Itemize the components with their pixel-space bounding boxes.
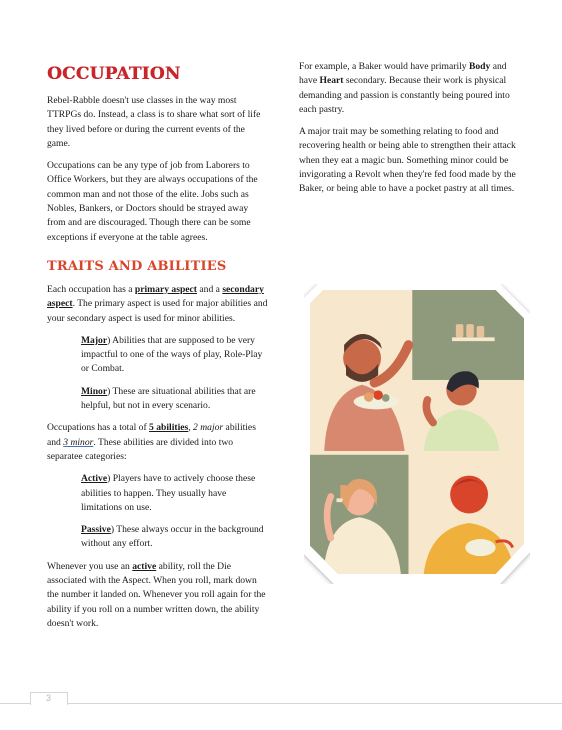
heading-occupation: OCCUPATION	[47, 64, 181, 84]
paragraph-baker-example: For example, a Baker would have primarily Body and have Heart secondary. Because their work is physical demanding and passion is constantly being poured into each pastry.	[299, 61, 510, 115]
heading-traits: TRAITS AND ABILITIES	[47, 258, 227, 274]
page-number: 3	[46, 693, 52, 703]
major-definition: Major) Abilities that are supposed to be very impactful to one of the ways of play, Role-Play or Combat.	[81, 334, 263, 375]
right-column	[299, 60, 521, 205]
paragraph-major-trait: A major trait may be something relating to food and recovering health or being able to strengthen their attack when they eat a magic bun. Something minor could be invigorating a Revolt when they're fed food made by the Baker, or being able to have a pocket pastry at all times.	[299, 126, 516, 195]
active-definition: Active) Players have to actively choose these abilities to happen. They usually have limitations on use.	[81, 473, 256, 513]
paragraph-intro: Rebel-Rabble doesn't use classes in the way most TTRPGs do. Instead, a class is to share what sort of life they lived before or during the current events of the game.	[47, 95, 261, 149]
passive-definition: Passive) These always occur in the background without any effort.	[81, 524, 264, 550]
paragraph-occupations: Occupations can be any type of job from Laborers to Office Workers, but they are always occupations of the common man and not those of the elite. Jobs such as Nobles, Bankers, or Doctors should be strayed away from and are discouraged. Though there can be some exceptions if everyone at the table agrees.	[47, 160, 258, 243]
paragraph-active-roll: Whenever you use an active ability, roll the Die associated with the Aspect. When you roll, mark down the number it landed on. Whenever you roll again for the ability if you roll on a number written down, the ability doesn't work.	[47, 560, 266, 629]
paragraph-ability-count: Occupations has a total of 5 abilities, 2 major abilities and 3 minor. These abilities are divided into two separatee categories:	[47, 422, 256, 462]
occupations-illustration	[304, 284, 530, 584]
minor-definition: Minor) These are situational abilities that are helpful, but not in every scenario.	[81, 385, 256, 412]
paragraph-aspects: Each occupation has a primary aspect and a secondary aspect. The primary aspect is used for major abilities and your secondary aspect is used for minor abilities.	[47, 283, 268, 324]
left-column	[47, 64, 269, 639]
footer-divider	[0, 703, 562, 704]
